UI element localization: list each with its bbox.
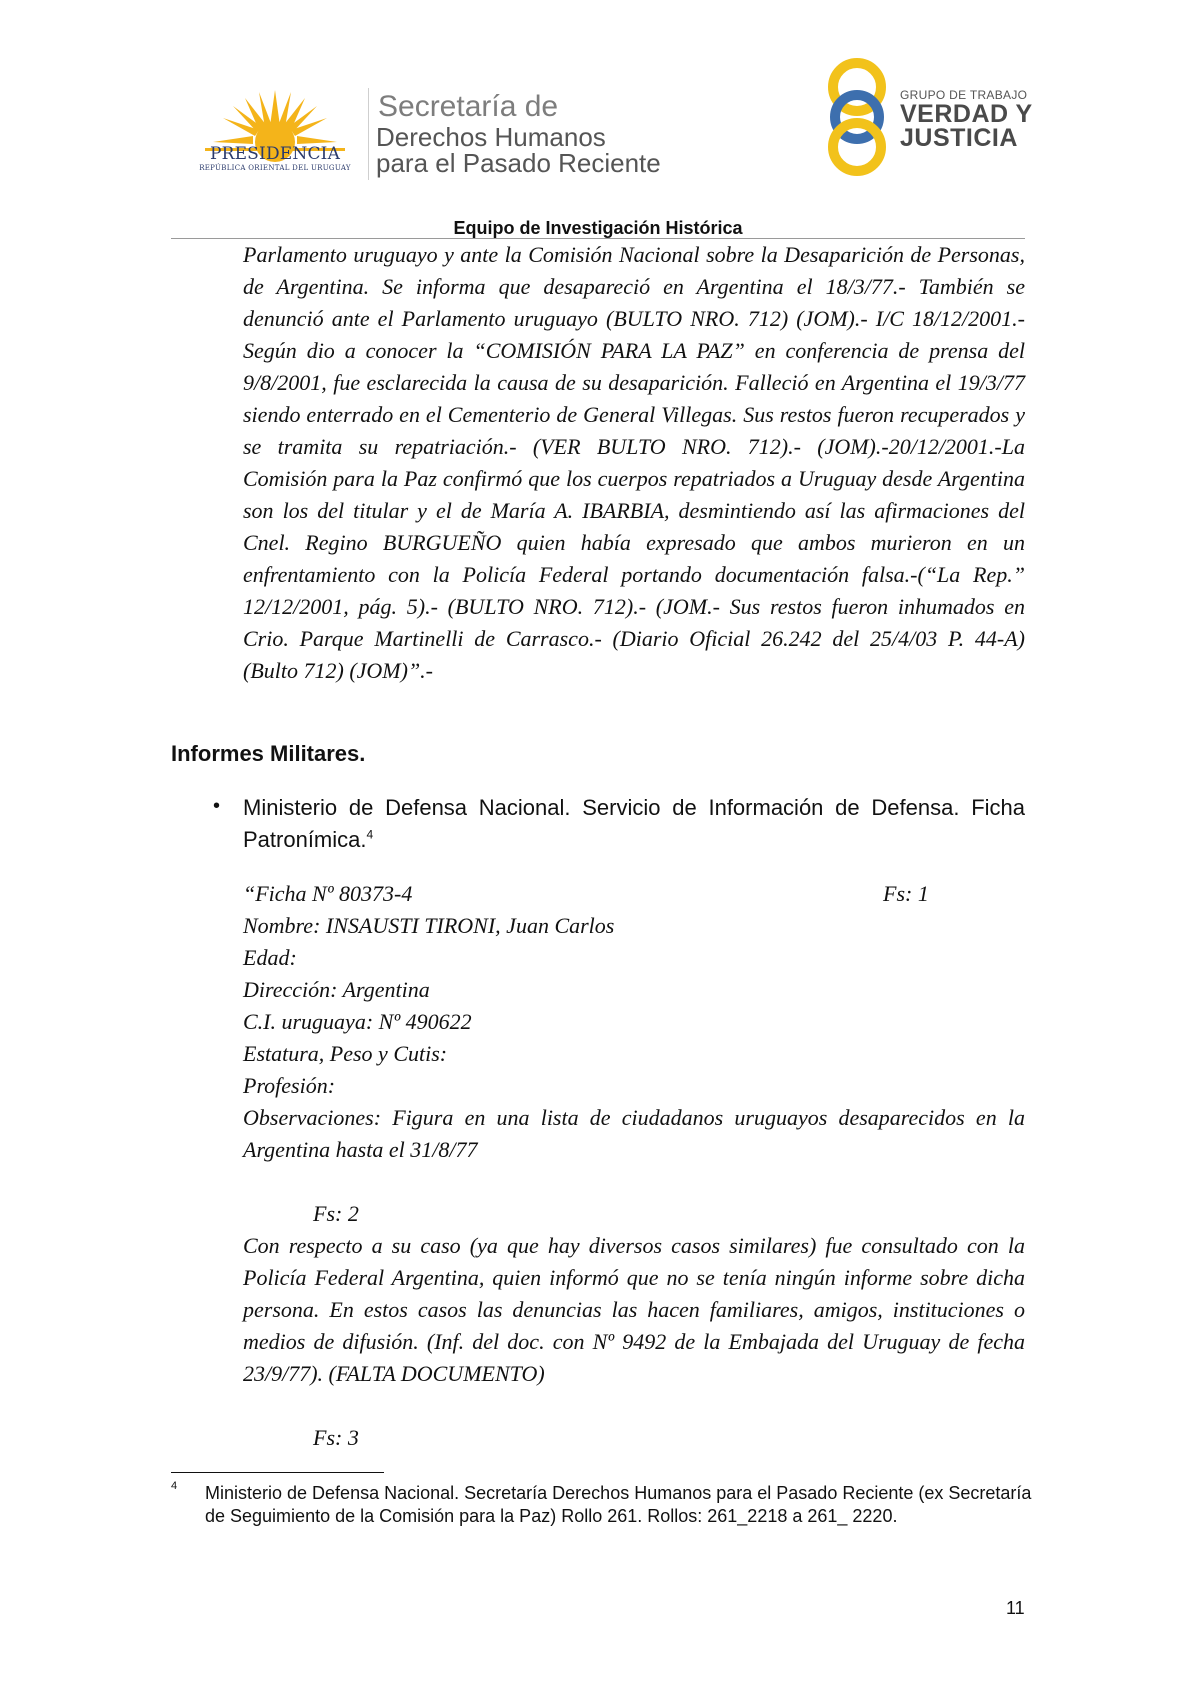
ficha-observaciones: Observaciones: Figura en una lista de ciudadanos uruguayos desaparecidos en la Argentina hasta el 31/8/77 [243, 1105, 1025, 1162]
ficha-profesion: Profesión: [243, 1073, 336, 1098]
footnote-number: 4 [171, 1480, 178, 1492]
footnote-reference[interactable]: 4 [366, 827, 374, 842]
ficha-estatura: Estatura, Peso y Cutis: [243, 1041, 448, 1066]
ficha-fs2: Fs: 2 [313, 1201, 359, 1226]
presidencia-title: PRESIDENCIA [209, 144, 341, 164]
ficha-fs2-text: Con respecto a su caso (ya que hay diversos casos similares) fue consultado con la Policía Federal Argentina, quien informó que no se tenía ningún informe sobre dicha persona. En estos casos las denuncias las hacen familiares, amigos, instituciones o medios de difusión. (Inf. del doc. con Nº 9492 de la Embajada del Uruguay de fecha 23/9/77). (FALTA DOCUMENTO) [243, 1233, 1025, 1386]
ficha-edad: Edad: [243, 945, 297, 970]
ficha-nombre: Nombre: INSAUSTI TIRONI, Juan Carlos [243, 913, 615, 938]
ficha-direccion: Dirección: Argentina [243, 977, 430, 1002]
bullet-item-text: Ministerio de Defensa Nacional. Servicio de Información de Defensa. Ficha Patronímica. [243, 795, 1025, 852]
header-divider [368, 88, 369, 180]
bullet-item [243, 792, 1025, 856]
ficha-number: “Ficha Nº 80373-4 [243, 881, 413, 906]
presidencia-subtitle: REPÚBLICA ORIENTAL DEL URUGUAY [199, 164, 351, 172]
team-heading: Equipo de Investigación Histórica [453, 218, 743, 238]
ficha-fs1: Fs: 1 [883, 881, 929, 906]
section-heading: Informes Militares. [171, 741, 366, 766]
secretaria-line-2: Derechos Humanos [376, 122, 606, 152]
ficha-fs3: Fs: 3 [313, 1425, 359, 1450]
verdad-justicia-rings-logo [822, 57, 892, 177]
page-number: 11 [1006, 1598, 1025, 1618]
secretaria-line-3: para el Pasado Reciente [376, 148, 661, 178]
bullet-marker: • [213, 795, 221, 817]
continued-paragraph: Parlamento uruguayo y ante la Comisión Nacional sobre la Desaparición de Personas, de Argentina. Se informa que desapareció en Argentina el 18/3/77.- También se denunció ante el Parlamento uruguayo (BULTO NRO. 712) (JOM).- I/C 18/12/2001.-Según dio a conocer la “COMISIÓN PARA LA PAZ” en conferencia de prensa del 9/8/2001, fue esclarecida la causa de su desaparición. Falleció en Argentina el 19/3/77 siendo enterrado en el Cementerio de General Villegas. Sus restos fueron recuperados y se tramita su repatriación.- (VER BULTO NRO. 712).- (JOM).-20/12/2001.-La Comisión para la Paz confirmó que los cuerpos repatriados a Uruguay desde Argentina son los del titular y el de María A. IBARBIA, desmintiendo así las afirmaciones del Cnel. Regino BURGUEÑO quien había expresado que ambos murieron en un enfrentamiento con la Policía Federal portando documentación falsa.-(“La Rep.” 12/12/2001, pág. 5).- (BULTO NRO. 712).- (JOM.- Sus restos fueron inhumados en Crio. Parque Martinelli de Carrasco.- (Diario Oficial 26.242 del 25/4/03 P. 44-A) (Bulto 712) (JOM)”.- [243, 242, 1025, 683]
footnote-rule [171, 1472, 384, 1473]
grupo-line-2: VERDAD Y [900, 100, 1033, 128]
ficha-ci: C.I. uruguaya: Nº 490622 [243, 1009, 472, 1034]
grupo-line-1: GRUPO DE TRABAJO [900, 88, 1028, 102]
grupo-line-3: JUSTICIA [900, 124, 1018, 152]
footnote-text: Ministerio de Defensa Nacional. Secretaría Derechos Humanos para el Pasado Reciente (ex Secretaría de Seguimiento de la Comisión para la Paz) Rollo 261. Rollos: 261_2218 a 261_ 2220. [205, 1483, 1032, 1526]
secretaria-line-1: Secretaría de [378, 90, 559, 123]
